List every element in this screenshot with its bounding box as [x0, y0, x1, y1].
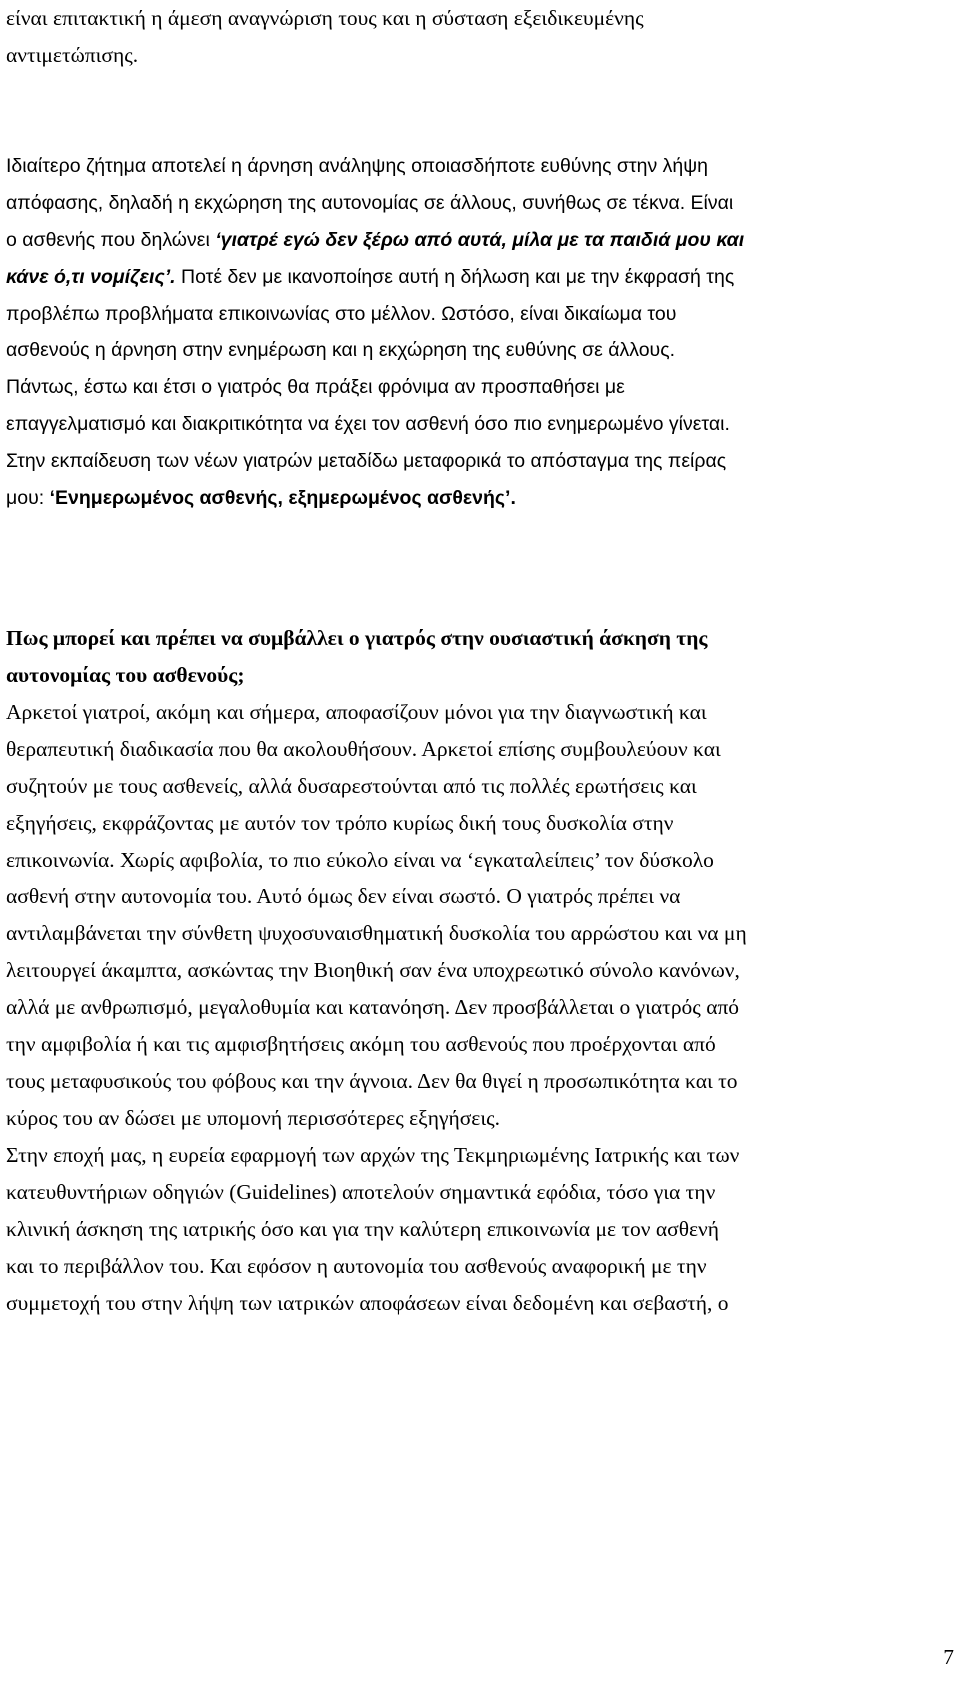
text-line: Πάντως, έστω και έτσι ο γιατρός θα πράξει φρόνιμα αν προσπαθήσει με	[6, 376, 625, 399]
heading-line: Πως μπορεί και πρέπει να συμβάλλει ο γιατρός στην ουσιαστική άσκηση της	[6, 626, 708, 650]
paragraph-doctor-role	[6, 694, 940, 1137]
text-line: είναι επιτακτική η άμεση αναγνώριση τους και η σύσταση εξειδικευμένης	[6, 6, 644, 30]
text-line: Στην εκπαίδευση των νέων γιατρών μεταδίδω μεταφορικά το απόσταγμα της πείρας	[6, 450, 727, 473]
text-run: Ποτέ δεν με ικανοποίησε αυτή η δήλωση και με την έκφρασή της	[175, 265, 735, 288]
text-run: μου:	[6, 487, 50, 510]
text-line: αλλά με ανθρωπισμό, μεγαλοθυμία και κατανόηση. Δεν προσβάλλεται ο γιατρός από	[6, 995, 740, 1020]
text-line: κλινική άσκηση της ιατρικής όσο και για την καλύτερη επικοινωνία με τον ασθενή	[6, 1216, 720, 1241]
text-line: Ιδιαίτερο ζήτημα αποτελεί η άρνηση ανάληψης οποιασδήποτε ευθύνης στην λήψη	[6, 155, 708, 177]
page-number: 7	[943, 1645, 954, 1669]
text-line: κατευθυντήριων οδηγιών (Guidelines) αποτελούν σημαντικά εφόδια, τόσο για την	[6, 1179, 716, 1204]
text-line: συζητούν με τους ασθενείς, αλλά δυσαρεστούνται από τις πολλές ερωτήσεις και	[6, 773, 697, 798]
paragraph-evidence-based	[6, 1137, 940, 1321]
quote-emphasis: κάνε ό,τι νομίζεις’.	[6, 265, 176, 288]
text-line: ασθενή στην αυτονομία του. Αυτό όμως δεν είναι σωστό. Ο γιατρός πρέπει να	[6, 884, 681, 909]
text-line: κύρος του αν δώσει με υπομονή περισσότερες εξηγήσεις.	[6, 1105, 501, 1130]
text-line: Στην εποχή μας, η ευρεία εφαρμογή των αρχών της Τεκμηριωμένης Ιατρικής και των	[6, 1143, 740, 1167]
text-line: εξηγήσεις, εκφράζοντας με αυτόν τον τρόπο κυρίως δική τους δυσκολία στην	[6, 810, 674, 835]
text-line: αντιμετώπισης.	[6, 42, 139, 67]
text-line: επαγγελματισμό και διακριτικότητα να έχει τον ασθενή όσο πιο ενημερωμένο γίνεται.	[6, 413, 730, 436]
text-line: την αμφιβολία ή και τις αμφισβητήσεις ακόμη του ασθενούς που προέρχονται από	[6, 1032, 716, 1057]
text-line	[6, 222, 940, 259]
paragraph-autonomy-refusal	[6, 148, 940, 517]
section-heading	[6, 620, 940, 694]
text-run: ο ασθενής που δηλώνει	[6, 228, 216, 251]
heading-line: αυτονομίας του ασθενούς;	[6, 662, 245, 687]
text-line: λειτουργεί άκαμπτα, ασκώντας την Βιοηθική σαν ένα υποχρεωτικό σύνολο κανόνων,	[6, 958, 740, 983]
text-line	[6, 480, 940, 517]
text-line: απόφασης, δηλαδή η εκχώρηση της αυτονομίας σε άλλους, συνήθως σε τέκνα. Είναι	[6, 191, 734, 214]
text-line: αντιλαμβάνεται την σύνθετη ψυχοσυναισθηματική δυσκολία του αρρώστου και να μη	[6, 921, 747, 946]
motto-emphasis: ‘Ενημερωμένος ασθενής, εξημερωμένος ασθενής’.	[49, 487, 516, 510]
text-line: και το περιβάλλον του. Και εφόσον η αυτονομία του ασθενούς αναφορική με την	[6, 1253, 707, 1278]
text-line: Αρκετοί γιατροί, ακόμη και σήμερα, αποφασίζουν μόνοι για την διαγνωστική και	[6, 700, 707, 724]
text-line	[6, 259, 940, 296]
text-line: προβλέπω προβλήματα επικοινωνίας στο μέλλον. Ωστόσο, είναι δικαίωμα του	[6, 302, 677, 325]
intro-paragraph	[6, 0, 940, 74]
text-line: τους μεταφυσικούς του φόβους και την άγνοια. Δεν θα θιγεί η προσωπικότητα και το	[6, 1068, 738, 1093]
text-line: συμμετοχή του στην λήψη των ιατρικών αποφάσεων είναι δεδομένη και σεβαστή, ο	[6, 1290, 729, 1315]
text-line: ασθενούς η άρνηση στην ενημέρωση και η εκχώρηση της ευθύνης σε άλλους.	[6, 339, 676, 362]
text-line: θεραπευτική διαδικασία που θα ακολουθήσουν. Αρκετοί επίσης συμβουλεύουν και	[6, 736, 721, 761]
text-line: επικοινωνία. Χωρίς αφιβολία, το πιο εύκολο είναι να ‘εγκαταλείπεις’ τον δύσκολο	[6, 847, 714, 872]
quote-emphasis: ‘γιατρέ εγώ δεν ξέρω από αυτά, μίλα με τα παιδιά μου και	[215, 228, 745, 251]
